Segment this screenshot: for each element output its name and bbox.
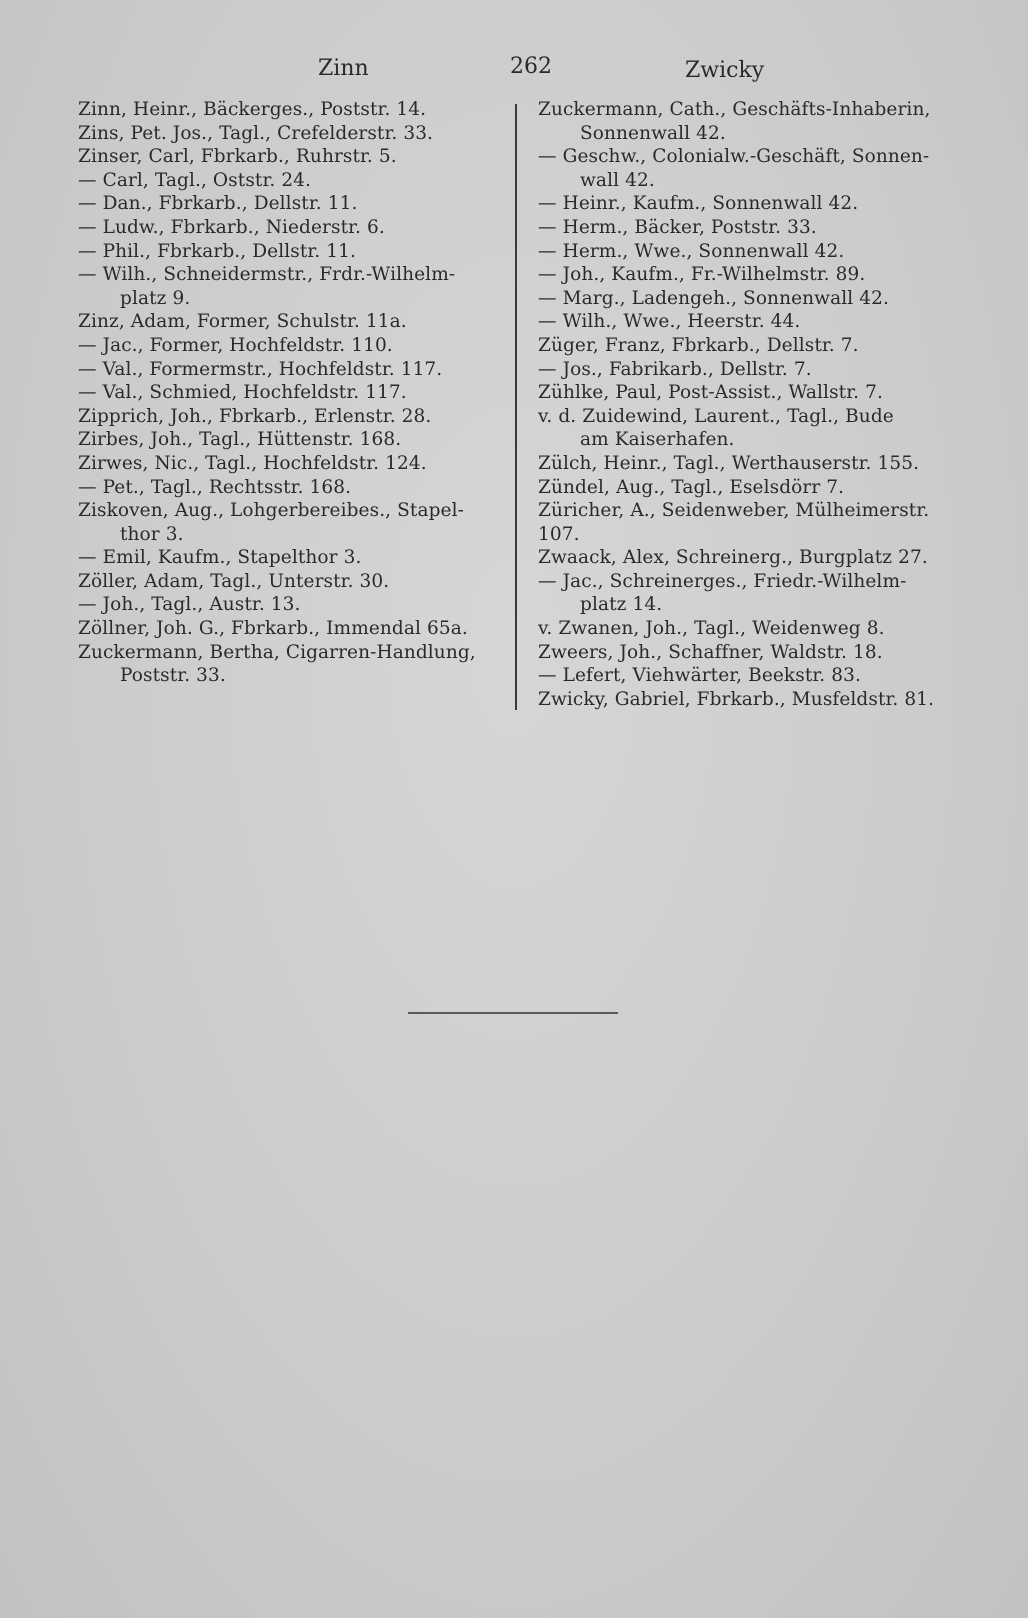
entry-continuation: am Kaiserhafen. (580, 429, 735, 451)
entry-text: — Herm., Bäcker, Poststr. 33. (538, 216, 817, 238)
entry-text: — Phil., Fbrkarb., Dellstr. 11. (78, 240, 356, 262)
entry-continuation: platz 9. (120, 287, 191, 309)
directory-entry (78, 145, 510, 169)
directory-entry (538, 145, 968, 192)
entry-text: — Pet., Tagl., Rechtsstr. 168. (78, 476, 352, 498)
directory-entry (538, 240, 968, 264)
header-left-word: Zinn (318, 56, 369, 81)
entry-text: Züger, Franz, Fbrkarb., Dellstr. 7. (538, 334, 859, 356)
directory-entry (538, 664, 968, 688)
entry-text: Ziskoven, Aug., Lohgerbereibes., Stapel- (78, 500, 464, 522)
entry-text: — Joh., Kaufm., Fr.-Wilhelmstr. 89. (538, 264, 866, 286)
entry-text: Zweers, Joh., Schaffner, Waldstr. 18. (538, 641, 883, 663)
entry-text: Zirbes, Joh., Tagl., Hüttenstr. 168. (78, 429, 402, 451)
entry-text: — Wilh., Wwe., Heerstr. 44. (538, 311, 801, 333)
directory-entry (538, 216, 968, 240)
directory-entry (78, 499, 510, 546)
header-right-word: Zwicky (685, 58, 765, 83)
entry-text: Zündel, Aug., Tagl., Eselsdörr 7. (538, 476, 845, 498)
entry-text: Zülch, Heinr., Tagl., Werthauserstr. 155. (538, 452, 920, 474)
directory-entry (78, 169, 510, 193)
directory-entry (78, 452, 510, 476)
directory-entry (78, 98, 510, 122)
directory-entry (78, 617, 510, 641)
entry-text: Zöllner, Joh. G., Fbrkarb., Immendal 65a. (78, 618, 468, 640)
entry-text: Zuckermann, Cath., Geschäfts-Inhaberin, (538, 99, 931, 120)
directory-entry (538, 381, 968, 405)
directory-entry (538, 617, 968, 641)
entry-text: — Jac., Former, Hochfeldstr. 110. (78, 334, 393, 356)
directory-entry (78, 476, 510, 500)
directory-entry (78, 405, 510, 429)
entry-text: — Wilh., Schneidermstr., Frdr.-Wilhelm- (78, 264, 456, 286)
entry-text: — Jos., Fabrikarb., Dellstr. 7. (538, 358, 812, 380)
entry-text: Zins, Pet. Jos., Tagl., Crefelderstr. 33. (78, 122, 434, 144)
entry-continuation: Sonnenwall 42. (580, 122, 726, 144)
directory-entry (538, 310, 968, 334)
entry-text: Zwaack, Alex, Schreinerg., Burgplatz 27. (538, 547, 928, 569)
directory-entry (78, 240, 510, 264)
directory-entry (538, 546, 968, 570)
directory-entry (538, 263, 968, 287)
entry-text: — Val., Schmied, Hochfeldstr. 117. (78, 382, 407, 404)
directory-entry (78, 593, 510, 617)
entry-continuation: Poststr. 33. (120, 665, 226, 687)
entry-text: — Dan., Fbrkarb., Dellstr. 11. (78, 193, 358, 215)
entry-continuation: platz 14. (580, 594, 663, 616)
entry-text: — Ludw., Fbrkarb., Niederstr. 6. (78, 216, 385, 238)
entry-text: — Geschw., Colonialw.-Geschäft, Sonnen- (538, 146, 930, 168)
entry-text: — Lefert, Viehwärter, Beekstr. 83. (538, 665, 861, 687)
directory-entry (538, 358, 968, 382)
directory-entry (78, 310, 510, 334)
directory-entry (78, 122, 510, 146)
entry-text: — Val., Formermstr., Hochfeldstr. 117. (78, 358, 443, 380)
directory-entry (538, 334, 968, 358)
directory-entry (538, 192, 968, 216)
entry-text: — Joh., Tagl., Austr. 13. (78, 594, 301, 616)
directory-entry (78, 381, 510, 405)
directory-entry (78, 263, 510, 310)
entry-text: Zipprich, Joh., Fbrkarb., Erlenstr. 28. (78, 405, 432, 427)
directory-entry (538, 570, 968, 617)
directory-entry (538, 287, 968, 311)
entry-text: Zirwes, Nic., Tagl., Hochfeldstr. 124. (78, 452, 427, 474)
directory-entry (78, 641, 510, 688)
entry-text: v. Zwanen, Joh., Tagl., Weidenweg 8. (538, 618, 885, 640)
directory-entry (78, 216, 510, 240)
entry-text: — Herm., Wwe., Sonnenwall 42. (538, 240, 845, 262)
entry-continuation: wall 42. (580, 169, 655, 191)
entry-text: Züricher, A., Seidenweber, Mülheimerstr. 107. (538, 500, 930, 545)
directory-entry (538, 688, 968, 712)
entry-text: Zuckermann, Bertha, Cigarren-Handlung, (78, 641, 476, 663)
entry-text: Zinn, Heinr., Bäckerges., Poststr. 14. (78, 99, 427, 120)
directory-entry (78, 192, 510, 216)
directory-entry (538, 641, 968, 665)
directory-entry (78, 358, 510, 382)
column-divider (515, 104, 517, 710)
page-header (80, 48, 960, 88)
entry-text: Zwicky, Gabriel, Fbrkarb., Musfeldstr. 81. (538, 688, 935, 710)
directory-entry (538, 499, 968, 546)
right-column (538, 98, 968, 711)
entry-text: — Heinr., Kaufm., Sonnenwall 42. (538, 193, 859, 215)
directory-entry (78, 334, 510, 358)
directory-entry (538, 452, 968, 476)
entry-text: Zinz, Adam, Former, Schulstr. 11a. (78, 311, 407, 333)
entry-text: — Emil, Kaufm., Stapelthor 3. (78, 547, 362, 569)
directory-entry (538, 405, 968, 452)
directory-entry (538, 476, 968, 500)
entry-text: Zinser, Carl, Fbrkarb., Ruhrstr. 5. (78, 146, 397, 168)
entry-text: v. d. Zuidewind, Laurent., Tagl., Bude (538, 405, 894, 427)
directory-entry (538, 98, 968, 145)
left-column (78, 98, 510, 688)
entry-text: Zühlke, Paul, Post-Assist., Wallstr. 7. (538, 382, 883, 404)
page-number: 262 (510, 54, 552, 79)
entry-text: — Carl, Tagl., Oststr. 24. (78, 169, 312, 191)
entry-continuation: thor 3. (120, 523, 184, 545)
directory-entry (78, 428, 510, 452)
entry-text: — Jac., Schreinerges., Friedr.-Wilhelm- (538, 570, 907, 592)
directory-entry (78, 546, 510, 570)
section-end-rule (408, 1012, 618, 1014)
directory-entry (78, 570, 510, 594)
entry-text: — Marg., Ladengeh., Sonnenwall 42. (538, 287, 889, 309)
entry-text: Zöller, Adam, Tagl., Unterstr. 30. (78, 570, 390, 592)
